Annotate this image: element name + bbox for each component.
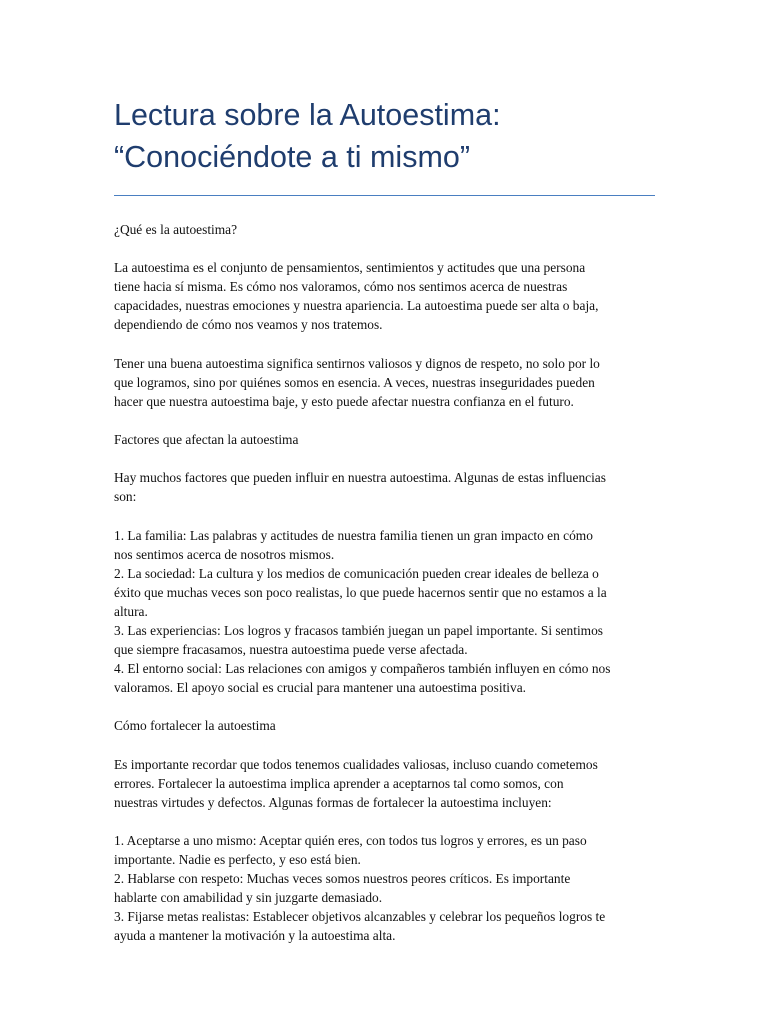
list-factores — [114, 526, 659, 698]
list-item-line: nos sentimos acerca de nosotros mismos. — [114, 546, 335, 562]
document-title — [114, 94, 659, 178]
list-item-line: 3. Las experiencias: Los logros y fracasos también juegan un papel importante. Si sentimos — [114, 622, 604, 638]
text-line: errores. Fortalecer la autoestima implica aprender a aceptarnos tal como somos, con — [114, 775, 564, 791]
list-item-line: 1. Aceptarse a uno mismo: Aceptar quién eres, con todos tus logros y errores, es un paso — [114, 833, 587, 848]
list-item-line: hablarte con amabilidad y sin juzgarte demasiado. — [114, 890, 383, 906]
text-line: La autoestima es el conjunto de pensamientos, sentimientos y actitudes que una persona — [114, 260, 586, 276]
text-line: Tener una buena autoestima significa sentirnos valiosos y dignos de respeto, no solo por lo — [114, 355, 600, 371]
document-body — [114, 220, 659, 946]
title-line-1: Lectura sobre la Autoestima: — [114, 98, 501, 132]
list-item-line: 4. El entorno social: Las relaciones con amigos y compañeros también influyen en cómo nos — [114, 661, 611, 677]
list-item-line: altura. — [114, 603, 148, 619]
list-item-line: ayuda a mantener la motivación y la autoestima alta. — [114, 928, 396, 944]
list-item-line: 1. La familia: Las palabras y actitudes de nuestra familia tienen un gran impacto en cómo — [114, 527, 593, 543]
text-line: hacer que nuestra autoestima baje, y esto puede afectar nuestra confianza en el futuro. — [114, 393, 574, 409]
text-line: capacidades, nuestras emociones y nuestra apariencia. La autoestima puede ser alta o baja, — [114, 298, 599, 314]
text-line: son: — [114, 489, 137, 505]
text-line: Es importante recordar que todos tenemos cualidades valiosas, incluso cuando cometemos — [114, 756, 598, 772]
paragraph-definicion — [114, 258, 659, 334]
list-fortalecer — [114, 831, 659, 946]
title-underline — [114, 195, 655, 196]
text-line: Hay muchos factores que pueden influir en nuestra autoestima. Algunas de estas influencias — [114, 470, 606, 486]
paragraph-factores-intro — [114, 468, 659, 506]
text-line: dependiendo de cómo nos veamos y nos tratemos. — [114, 317, 383, 333]
list-item-line: éxito que muchas veces son poco realistas, lo que puede hacernos sentir que no estamos a la — [114, 584, 607, 600]
list-item-line: valoramos. El apoyo social es crucial para mantener una autoestima positiva. — [114, 680, 526, 696]
section-heading-que-es: ¿Qué es la autoestima? — [114, 222, 238, 237]
section-heading-fortalecer: Cómo fortalecer la autoestima — [114, 718, 276, 734]
list-item-line: 3. Fijarse metas realistas: Establecer objetivos alcanzables y celebrar los pequeños logros te — [114, 909, 606, 925]
paragraph-buena-autoestima — [114, 354, 659, 411]
list-item-line: importante. Nadie es perfecto, y eso está bien. — [114, 852, 361, 868]
document-page — [114, 94, 659, 946]
text-line: que logramos, sino por quiénes somos en esencia. A veces, nuestras inseguridades pueden — [114, 374, 595, 390]
text-line: tiene hacia sí misma. Es cómo nos valoramos, cómo nos sentimos acerca de nuestras — [114, 279, 568, 295]
list-item-line: 2. Hablarse con respeto: Muchas veces somos nuestros peores críticos. Es importante — [114, 871, 571, 887]
text-line: nuestras virtudes y defectos. Algunas formas de fortalecer la autoestima incluyen: — [114, 794, 552, 810]
list-item-line: 2. La sociedad: La cultura y los medios de comunicación pueden crear ideales de belleza o — [114, 565, 599, 581]
section-heading-factores: Factores que afectan la autoestima — [114, 432, 299, 448]
paragraph-fortalecer-intro — [114, 755, 659, 812]
title-line-2: “Conociéndote a ti mismo” — [114, 140, 470, 174]
list-item-line: que siempre fracasamos, nuestra autoestima puede verse afectada. — [114, 642, 468, 658]
